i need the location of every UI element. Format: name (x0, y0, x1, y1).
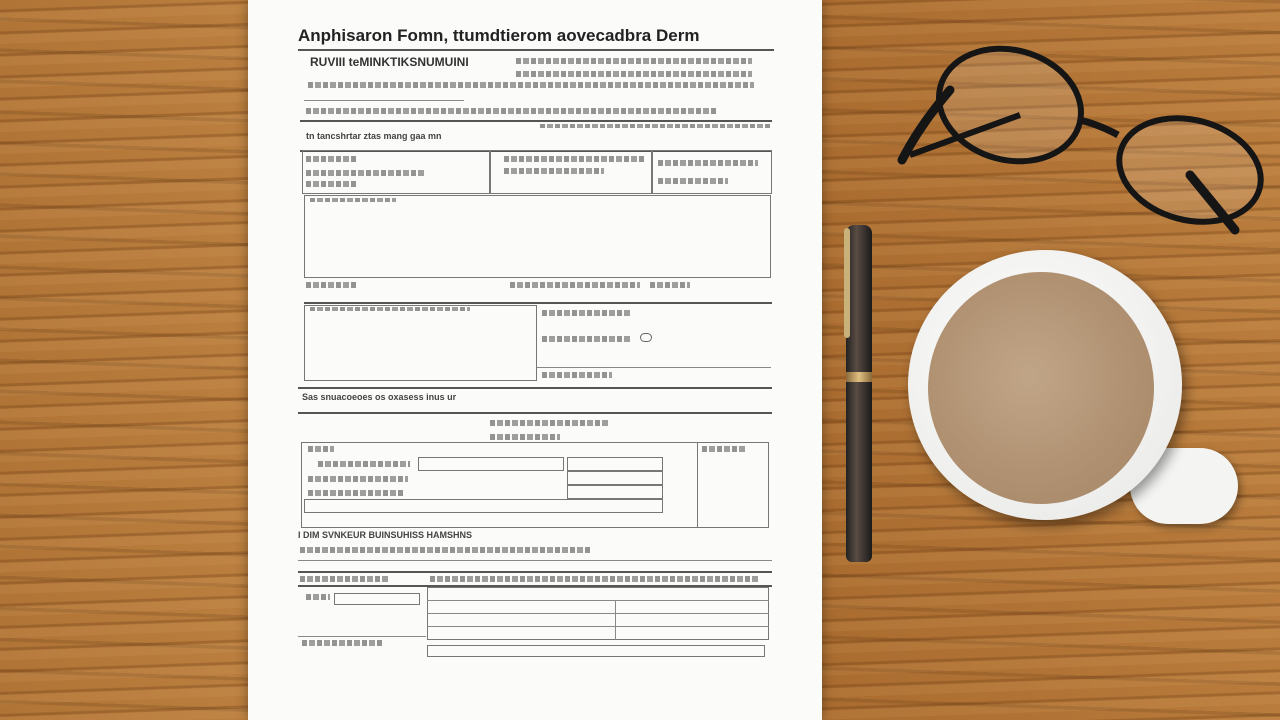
table-cell[interactable] (567, 457, 663, 471)
section-heading: tn tancshrtar ztas mang gaa mn (306, 131, 442, 141)
input-field[interactable] (334, 593, 420, 605)
section-heading: I DIM SVNKEUR BUINSUHISS HAMSHNS (298, 530, 473, 540)
coffee (928, 272, 1154, 504)
form-field[interactable] (652, 150, 772, 194)
data-table (301, 442, 769, 528)
eyeglasses (890, 25, 1280, 255)
section-heading: Sas snuacoeoes os oxasess inus ur (302, 392, 457, 402)
table-cell[interactable] (418, 457, 564, 471)
text-area-field[interactable] (304, 305, 537, 381)
table-cell[interactable] (304, 499, 663, 513)
form-subtitle: RUVIII teMINKTIKSNUMUINI (310, 55, 469, 69)
form-title: Anphisaron Fomn, ttumdtierom aovecadbra Derm (298, 26, 700, 45)
checkbox[interactable] (640, 333, 652, 342)
table-cell[interactable] (567, 485, 663, 499)
table-cell[interactable] (567, 471, 663, 485)
divider (298, 49, 774, 51)
input-field[interactable] (427, 645, 765, 657)
text-area-field[interactable] (304, 195, 771, 278)
